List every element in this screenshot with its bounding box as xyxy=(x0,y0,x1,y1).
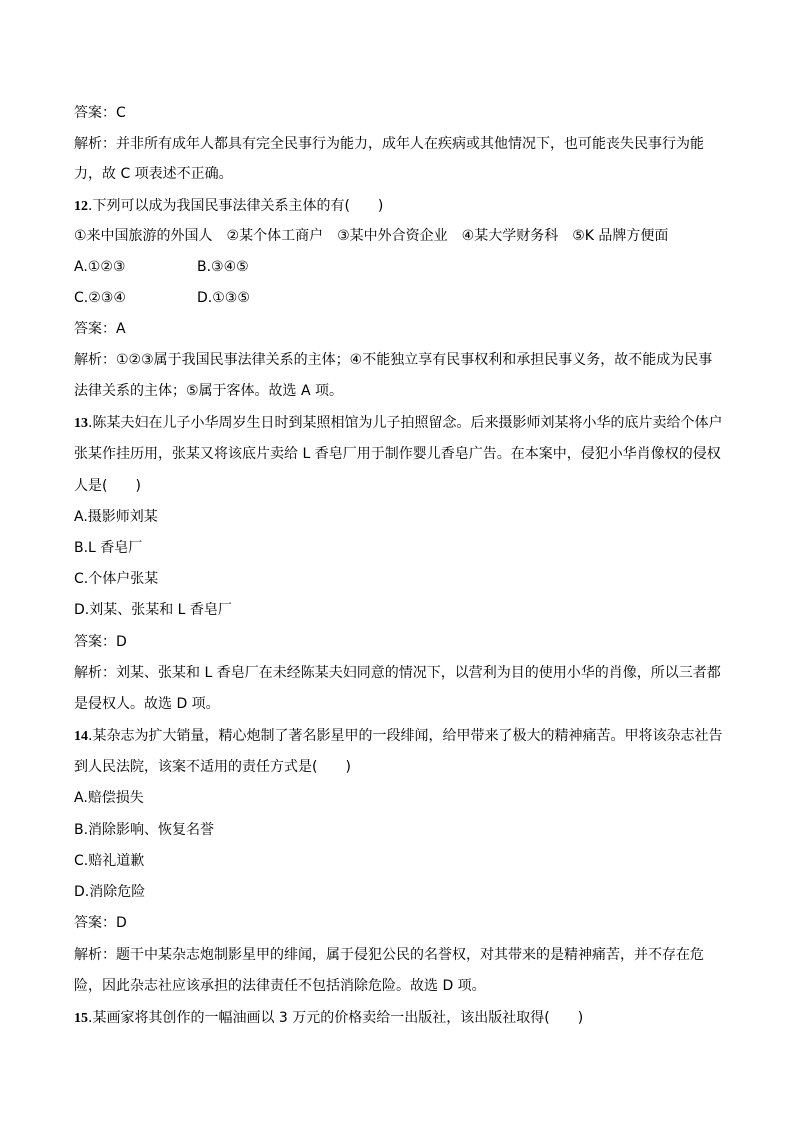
q13-number: 13 xyxy=(74,416,88,431)
q14-option-b: B.消除影响、恢复名誉 xyxy=(74,822,215,838)
q12-analysis-line-2: 法律关系的主体；⑤属于客体。故选 A 项。 xyxy=(74,383,344,399)
q12-options-row-2 xyxy=(74,288,724,308)
q13-stem-line-3: 人是( ) xyxy=(74,478,141,494)
q15-number: 15 xyxy=(74,1011,88,1026)
q14-stem-line-2: 到人民法院，该案不适用的责任方式是( ) xyxy=(74,759,351,775)
q12-stem-text: .下列可以成为我国民事法律关系主体的有( ) xyxy=(88,198,384,214)
q12-items: ①来中国旅游的外国人 ②某个体工商户 ③某中外合资企业 ④某大学财务科 ⑤K 品牌方便面 xyxy=(74,228,669,244)
q11-analysis-line-1: 解析：并非所有成年人都具有完全民事行为能力，成年人在疾病或其他情况下，也可能丧失民事行为能 xyxy=(74,136,704,152)
q11-analysis-line-2: 力，故 C 项表述不正确。 xyxy=(74,166,233,182)
q13-stem-line-2: 张某作挂历用，张某又将该底片卖给 L 香皂厂用于制作婴儿香皂广告。在本案中，侵犯小华肖像权的侵权 xyxy=(74,446,721,462)
q13-stem-line-1 xyxy=(74,413,724,434)
q13-answer: 答案：D xyxy=(74,634,127,650)
q14-number: 14 xyxy=(74,729,88,744)
q13-analysis-line-2: 是侵权人。故选 D 项。 xyxy=(74,696,220,712)
q14-option-a: A.赔偿损失 xyxy=(74,790,144,806)
q14-analysis-line-2: 险，因此杂志社应该承担的法律责任不包括消除危险。故选 D 项。 xyxy=(74,978,486,994)
q13-option-a: A.摄影师刘某 xyxy=(74,509,158,525)
q14-stem-line-1 xyxy=(74,726,724,747)
q14-stem-text: .某杂志为扩大销量，精心炮制了著名影星甲的一段绯闻，给甲带来了极大的精神痛苦。甲将该杂志社告 xyxy=(88,728,723,744)
q15-stem-line-1 xyxy=(74,1008,724,1029)
q15-stem-text: .某画家将其创作的一幅油画以 3 万元的价格卖给一出版社，该出版社取得( ) xyxy=(88,1010,584,1026)
q12-stem xyxy=(74,196,724,217)
q12-option-b: B.③④⑤ xyxy=(197,259,249,275)
q12-option-d: D.①③⑤ xyxy=(197,290,250,306)
q14-option-d: D.消除危险 xyxy=(74,884,146,900)
q13-option-b: B.L 香皂厂 xyxy=(74,540,143,556)
q12-analysis-line-1: 解析：①②③属于我国民事法律关系的主体；④不能独立享有民事权利和承担民事义务，故不能成为民事 xyxy=(74,352,713,368)
q12-answer: 答案：A xyxy=(74,321,126,337)
q13-option-d: D.刘某、张某和 L 香皂厂 xyxy=(74,602,232,618)
q13-stem-text: .陈某夫妇在儿子小华周岁生日时到某照相馆为儿子拍照留念。后来摄影师刘某将小华的底片卖给个体户 xyxy=(88,415,723,431)
q11-answer: 答案：C xyxy=(74,105,126,121)
q14-analysis-line-1: 解析：题干中某杂志炮制影星甲的绯闻，属于侵犯公民的名誉权，对其带来的是精神痛苦，并不存在危 xyxy=(74,947,704,963)
q14-option-c: C.赔礼道歉 xyxy=(74,853,145,869)
q14-answer: 答案：D xyxy=(74,915,127,931)
q13-option-c: C.个体户张某 xyxy=(74,571,159,587)
q13-analysis-line-1: 解析：刘某、张某和 L 香皂厂在未经陈某夫妇同意的情况下，以营利为目的使用小华的肖像，所以三者都 xyxy=(74,665,721,681)
q12-option-c: C.②③④ xyxy=(74,290,126,306)
q12-number: 12 xyxy=(74,199,88,214)
q12-option-a: A.①②③ xyxy=(74,259,126,275)
q12-options-row-1 xyxy=(74,257,724,277)
